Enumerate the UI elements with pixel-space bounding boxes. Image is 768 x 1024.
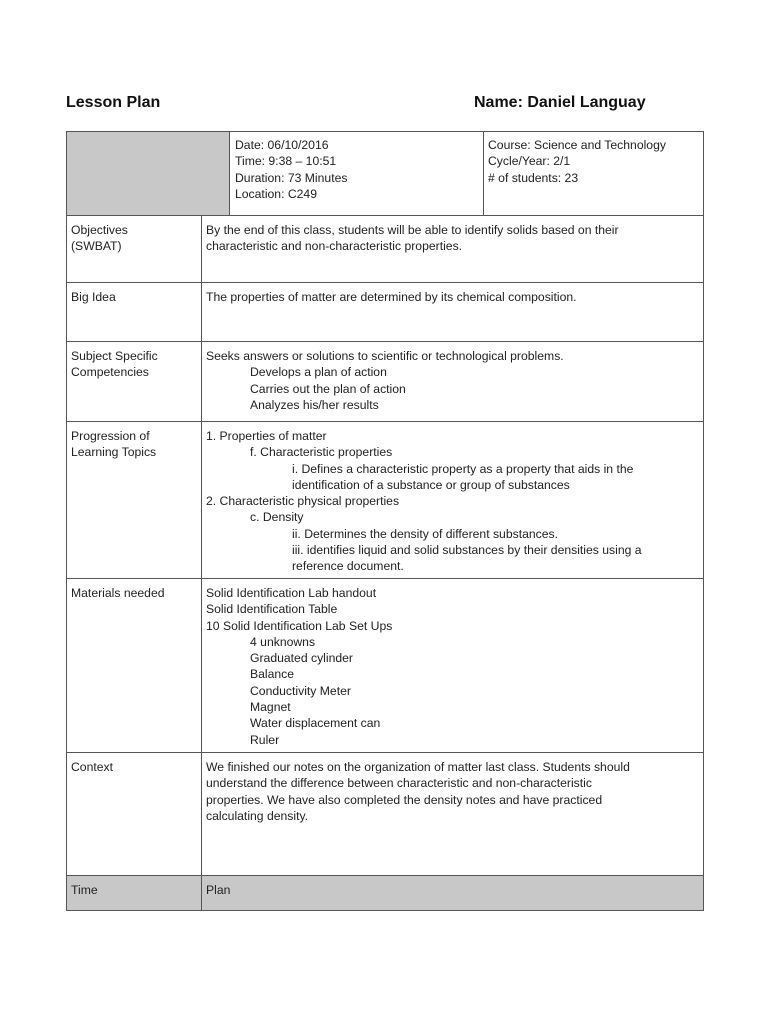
content-line: Water displacement can [250, 716, 381, 731]
competencies-label [67, 342, 202, 421]
content-line: iii. identifies liquid and solid substances by their densities using a [292, 543, 642, 558]
content-line: Develops a plan of action [250, 365, 387, 380]
info-row [66, 131, 704, 216]
content-line: By the end of this class, students will be able to identify solids based on their [206, 223, 619, 237]
course-text: Course: Science and Technology [488, 138, 666, 152]
label-line: Time [71, 883, 98, 897]
shaded-cell [67, 132, 230, 215]
content-line: identification of a substance or group of substances [292, 477, 570, 492]
content-line: c. Density [250, 510, 304, 525]
time-label [67, 876, 202, 910]
content-line: Plan [206, 883, 231, 897]
competencies-content [202, 342, 703, 421]
label-line: Competencies [71, 365, 149, 380]
content-line: Conductivity Meter [250, 683, 351, 698]
objectives-row [66, 216, 704, 283]
session-info [230, 132, 484, 215]
content-line: i. Defines a characteristic property as a property that aids in the [292, 461, 634, 476]
context-label [67, 753, 202, 875]
content-line: f. Characteristic properties [250, 445, 393, 460]
content-line: Magnet [250, 700, 291, 715]
content-line: properties. We have also completed the density notes and have practiced [206, 792, 603, 807]
page-header [66, 94, 706, 118]
content-line: We finished our notes on the organization of matter last class. Students should [206, 760, 630, 774]
content-line: 2. Characteristic physical properties [206, 494, 400, 509]
content-line: calculating density. [206, 808, 309, 823]
content-line: Graduated cylinder [250, 651, 353, 666]
course-info [484, 132, 703, 215]
duration-text: Duration: 73 Minutes [235, 170, 348, 185]
progression-row [66, 422, 704, 579]
label-line: Big Idea [71, 290, 116, 304]
label-line: Objectives [71, 223, 128, 237]
label-line: Materials needed [71, 586, 165, 600]
progression-label [67, 422, 202, 578]
content-line: Seeks answers or solutions to scientific or technological problems. [206, 349, 564, 363]
big-idea-label [67, 283, 202, 341]
label-line: Subject Specific [71, 349, 158, 363]
content-line: 10 Solid Identification Lab Set Ups [206, 618, 393, 633]
content-line: 1. Properties of matter [206, 429, 327, 443]
content-line: 4 unknowns [250, 634, 316, 649]
materials-content [202, 579, 703, 752]
students-text: # of students: 23 [488, 170, 579, 185]
materials-row [66, 579, 704, 753]
label-line: (SWBAT) [71, 239, 122, 254]
content-line: ii. Determines the density of different substances. [292, 526, 559, 541]
content-line: The properties of matter are determined by its chemical composition. [206, 290, 577, 304]
location-text: Location: C249 [235, 186, 317, 201]
content-line: Solid Identification Lab handout [206, 586, 377, 600]
content-line: understand the difference between characteristic and non-characteristic [206, 776, 592, 791]
label-line: Learning Topics [71, 445, 157, 460]
date-text: Date: 06/10/2016 [235, 138, 329, 152]
big-idea-row [66, 283, 704, 342]
context-row [66, 753, 704, 876]
context-content [202, 753, 703, 875]
objectives-label [67, 216, 202, 282]
teacher-name: Name: Daniel Languay [474, 94, 646, 111]
progression-content [202, 422, 703, 578]
big-idea-content [202, 283, 703, 341]
materials-label [67, 579, 202, 752]
content-line: Analyzes his/her results [250, 397, 379, 412]
time-plan-row [66, 876, 704, 911]
content-line: characteristic and non-characteristic properties. [206, 239, 463, 254]
time-text: Time: 9:38 – 10:51 [235, 154, 337, 169]
content-line: Ruler [250, 732, 280, 747]
objectives-content [202, 216, 703, 282]
label-line: Context [71, 760, 114, 774]
competencies-row [66, 342, 704, 422]
content-line: Carries out the plan of action [250, 381, 406, 396]
cycle-text: Cycle/Year: 2/1 [488, 154, 571, 169]
content-line: Balance [250, 667, 295, 682]
document-title: Lesson Plan [66, 94, 161, 111]
label-line: Progression of [71, 429, 150, 443]
content-line: Solid Identification Table [206, 602, 338, 617]
content-line: reference document. [292, 559, 404, 574]
plan-label [202, 876, 703, 910]
lesson-plan-table [66, 131, 704, 911]
